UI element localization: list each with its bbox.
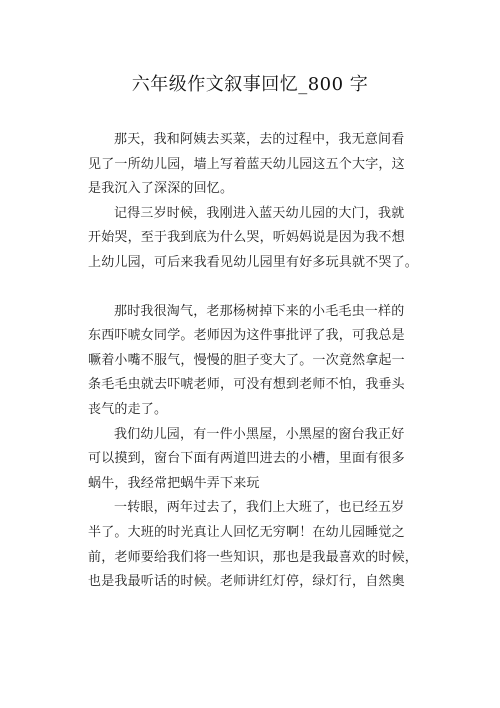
paragraph-1 — [88, 128, 428, 202]
paragraph-line: 上幼儿园，可后来我看见幼儿园里有好多玩具就不哭了。 — [88, 254, 419, 270]
paragraph-line: 条毛毛虫就去吓唬老师，可没有想到老师不怕，我垂头 — [88, 377, 405, 393]
document-body — [88, 128, 428, 595]
paragraph-4 — [88, 423, 428, 497]
paragraph-line: 开始哭，至于我到底为什么哭，听妈妈说是因为我不想 — [88, 230, 405, 246]
paragraph-3 — [88, 300, 428, 423]
document-title: 六年级作文叙事回忆_800 字 — [131, 74, 369, 95]
paragraph-line: 也是我最听话的时候。老师讲红灯停，绿灯行，自然奥 — [88, 574, 405, 590]
paragraph-line: 那时我很淘气，老那杨树掉下来的小毛毛虫一样的 — [114, 303, 405, 319]
paragraph-5 — [88, 496, 428, 594]
paragraph-line: 一转眼，两年过去了，我们上大班了，也已经五岁 — [114, 500, 405, 516]
paragraph-line: 见了一所幼儿园，墙上写着蓝天幼儿园这五个大字，这 — [88, 156, 405, 172]
paragraph-line: 半了。大班的时光真让人回忆无穷啊！在幼儿园睡觉之 — [88, 524, 405, 540]
paragraph-line: 丧气的走了。 — [88, 401, 168, 417]
paragraph-line: 蜗牛，我经常把蜗牛弄下来玩 — [88, 475, 260, 491]
paragraph-line: 噘着小嘴不服气，慢慢的胆子变大了。一次竟然拿起一 — [88, 352, 405, 368]
paragraph-line: 记得三岁时候，我刚进入蓝天幼儿园的大门，我就 — [114, 205, 405, 221]
paragraph-line: 那天，我和阿姨去买菜，去的过程中，我无意间看 — [114, 132, 405, 147]
paragraph-2 — [88, 202, 428, 276]
paragraph-line: 可以摸到，窗台下面有两道凹进去的小槽，里面有很多 — [88, 451, 405, 467]
paragraph-line: 我们幼儿园，有一件小黑屋，小黑屋的窗台我正好 — [114, 426, 405, 442]
paragraph-line: 前，老师要给我们将一些知识，那也是我最喜欢的时候， — [88, 549, 419, 565]
paragraph-line: 是我沉入了深深的回忆。 — [88, 181, 234, 197]
paragraph-gap — [88, 276, 428, 300]
paragraph-line: 东西吓唬女同学。老师因为这件事批评了我，可我总是 — [88, 328, 405, 344]
